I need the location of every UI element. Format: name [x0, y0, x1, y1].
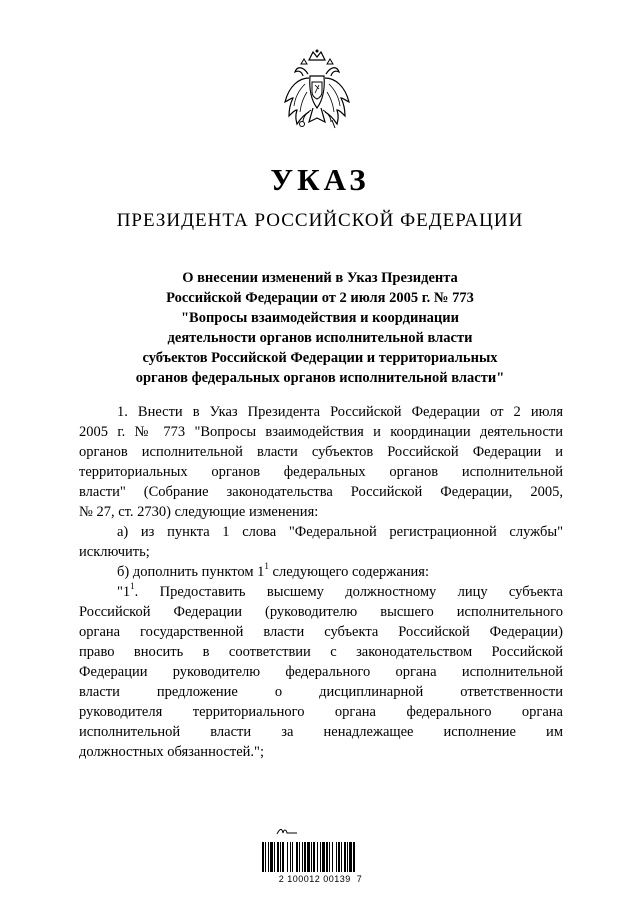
- document-title: [100, 268, 540, 388]
- superscript: 1: [264, 561, 269, 572]
- document-type: УКАЗ: [270, 162, 370, 197]
- body-text: [117, 581, 563, 600]
- paragraph-b: [79, 562, 563, 582]
- barcode-bar: [336, 842, 337, 872]
- barcode-bar: [280, 842, 281, 872]
- paragraph-1: [79, 402, 563, 522]
- barcode-bar: [320, 842, 321, 872]
- russian-coat-of-arms-icon: [275, 48, 360, 158]
- barcode-bar: [302, 842, 303, 872]
- body-line: Федерации руководителю федерального органа исполнительной: [79, 664, 563, 680]
- body-line: власти предложение о дисциплинарной ответственности: [79, 684, 563, 700]
- title-line: Российской Федерации от 2 июля 2005 г. № 773: [166, 290, 474, 306]
- body-line: Российской Федерации (руководителю высшего исполнительного: [79, 604, 563, 620]
- barcode-bar: [277, 842, 279, 872]
- title-line: субъектов Российской Федерации и территориальных: [142, 350, 498, 366]
- document-body: [79, 402, 563, 762]
- body-line: руководителя территориального органа федерального органа: [79, 704, 563, 720]
- barcode-bar: [262, 842, 264, 872]
- body-line: органа государственной власти субъекта Российской Федерации): [79, 624, 563, 640]
- body-line: исполнительной власти за ненадлежащее исполнение им: [79, 724, 563, 740]
- barcode-bar: [317, 842, 318, 872]
- barcode-bar: [326, 842, 328, 872]
- quoted-clause: [79, 582, 563, 762]
- barcode-bar: [353, 842, 355, 872]
- barcode-bar: [311, 842, 312, 872]
- barcode-bar: [338, 842, 340, 872]
- barcode-bar: [307, 842, 310, 872]
- barcode-bar: [347, 842, 348, 872]
- barcode-bar: [322, 842, 325, 872]
- body-line: органов исполнительной власти субъектов Российской Федерации и: [79, 444, 563, 460]
- quote-open: "1: [117, 584, 131, 600]
- barcode-bar: [274, 842, 275, 872]
- barcode-bar: [287, 842, 288, 872]
- barcode-bar: [299, 842, 300, 872]
- document-issuer: ПРЕЗИДЕНТА РОССИЙСКОЙ ФЕДЕРАЦИИ: [116, 210, 524, 231]
- barcode-bar: [270, 842, 273, 872]
- body-line: 2005 г. № 773 "Вопросы взаимодействия и координации деятельности: [79, 424, 563, 440]
- barcode-bar: [329, 842, 330, 872]
- registration-mark-icon: [276, 826, 298, 836]
- barcode-bar: [296, 842, 298, 872]
- title-line: "Вопросы взаимодействия и координации: [180, 310, 459, 326]
- body-line: [79, 582, 563, 602]
- body-line: право вносить в соответствии с законодательством Российской: [79, 644, 563, 660]
- barcode-icon: [262, 842, 378, 872]
- barcode-bar: [292, 842, 293, 872]
- barcode-bar: [265, 842, 266, 872]
- body-line: 1. Внести в Указ Президента Российской Федерации от 2 июля: [117, 404, 563, 420]
- barcode-bar: [290, 842, 291, 872]
- barcode-bar: [304, 842, 306, 872]
- title-line: деятельности органов исполнительной власти: [167, 330, 473, 346]
- paragraph-a: [79, 522, 563, 562]
- barcode-bar: [332, 842, 333, 872]
- barcode-bar: [341, 842, 342, 872]
- body-text: б) дополнить пунктом 1: [117, 564, 265, 580]
- barcode-bar: [349, 842, 352, 872]
- title-line: органов федеральных органов исполнительной власти": [135, 370, 505, 386]
- body-text: следующего содержания:: [268, 564, 429, 580]
- barcode-bar: [268, 842, 269, 872]
- body-line: исключить;: [79, 544, 150, 560]
- body-line: № 27, ст. 2730) следующие изменения:: [79, 504, 319, 520]
- barcode-bar: [313, 842, 315, 872]
- body-line: [79, 562, 563, 582]
- barcode-number: 2 100012 00139 7: [278, 874, 363, 884]
- superscript: 1: [130, 581, 135, 592]
- body-line: территориальных органов федеральных органов исполнительной: [79, 464, 563, 480]
- body-line: должностных обязанностей.";: [79, 744, 264, 760]
- barcode-bar: [282, 842, 284, 872]
- body-line: а) из пункта 1 слова "Федеральной регистрационной службы": [117, 524, 563, 540]
- title-line: О внесении изменений в Указ Президента: [182, 270, 458, 286]
- body-line: власти" (Собрание законодательства Российской Федерации, 2005,: [79, 484, 563, 500]
- body-text: . Предоставить высшему должностному лицу субъекта: [134, 584, 563, 600]
- barcode-bar: [344, 842, 346, 872]
